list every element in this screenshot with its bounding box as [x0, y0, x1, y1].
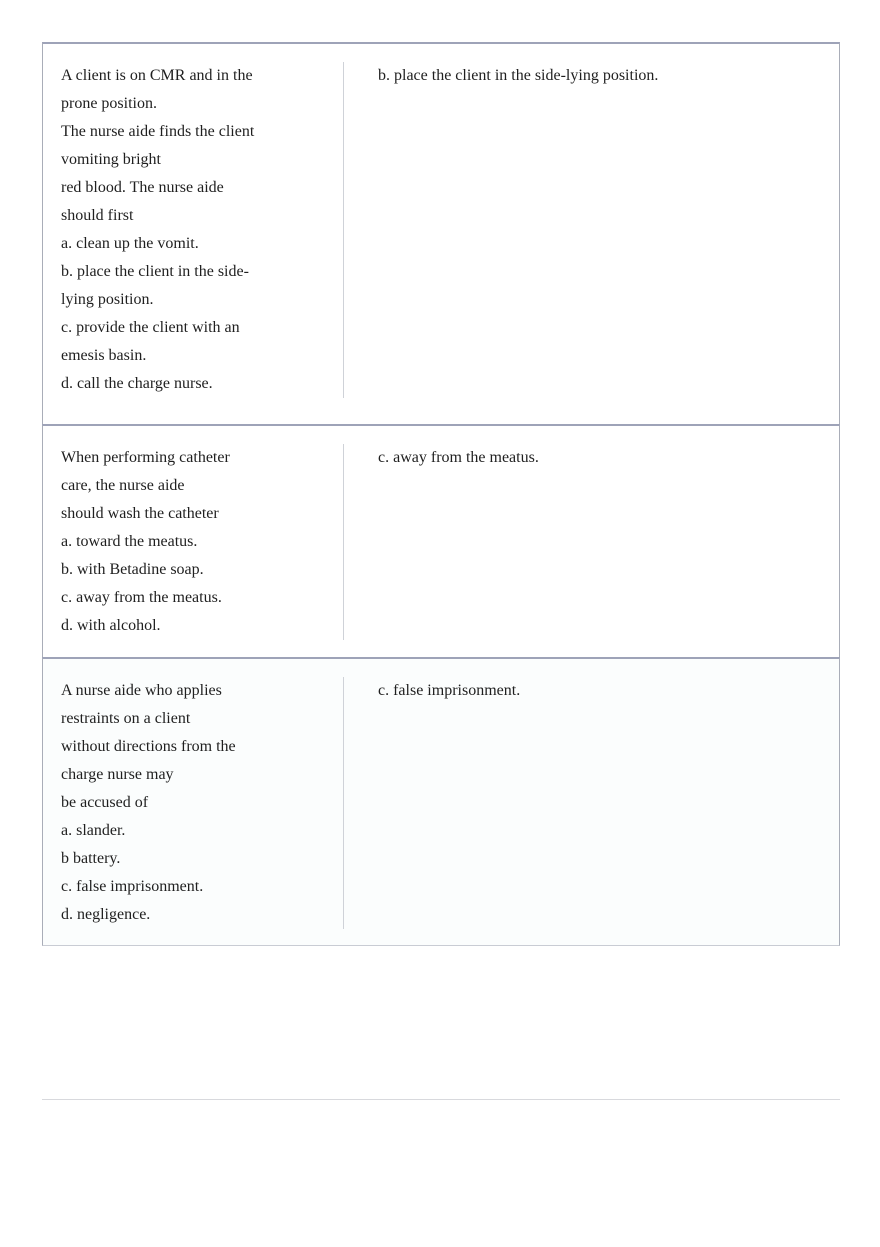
term-line: A nurse aide who applies — [61, 682, 222, 699]
term-line: care, the nurse aide — [61, 477, 185, 494]
flashcard-definition: b. place the client in the side-lying position. — [378, 67, 659, 84]
flashcard — [42, 657, 840, 946]
flashcard — [42, 424, 840, 657]
term-option: c. provide the client with an — [61, 319, 240, 336]
term-option: a. slander. — [61, 822, 126, 839]
term-option: b battery. — [61, 850, 121, 867]
term-option: a. toward the meatus. — [61, 533, 198, 550]
term-option: d. call the charge nurse. — [61, 375, 213, 392]
flashcard-definition: c. away from the meatus. — [378, 449, 539, 466]
flashcard-term — [61, 677, 344, 929]
term-line: restraints on a client — [61, 710, 191, 727]
term-option: d. with alcohol. — [61, 617, 161, 634]
flashcard-term — [61, 62, 344, 398]
term-option: b. with Betadine soap. — [61, 561, 204, 578]
term-option: b. place the client in the side- — [61, 263, 249, 280]
term-option: c. false imprisonment. — [61, 878, 204, 895]
term-option: emesis basin. — [61, 347, 147, 364]
term-line: The nurse aide finds the client — [61, 123, 255, 140]
term-line: should first — [61, 207, 134, 224]
term-line: prone position. — [61, 95, 157, 112]
term-option: lying position. — [61, 291, 154, 308]
term-option: a. clean up the vomit. — [61, 235, 199, 252]
flashcard-list — [42, 42, 840, 946]
term-line: red blood. The nurse aide — [61, 179, 224, 196]
term-line: be accused of — [61, 794, 149, 811]
term-line: A client is on CMR and in the — [61, 67, 253, 84]
flashcard-definition: c. false imprisonment. — [378, 682, 521, 699]
flashcard — [42, 42, 840, 424]
flashcard-term — [61, 444, 344, 640]
term-line: without directions from the — [61, 738, 236, 755]
footer-divider — [42, 1099, 840, 1100]
term-option: d. negligence. — [61, 906, 151, 923]
term-line: charge nurse may — [61, 766, 174, 783]
term-line: When performing catheter — [61, 449, 230, 466]
term-line: vomiting bright — [61, 151, 161, 168]
term-option: c. away from the meatus. — [61, 589, 222, 606]
term-line: should wash the catheter — [61, 505, 219, 522]
